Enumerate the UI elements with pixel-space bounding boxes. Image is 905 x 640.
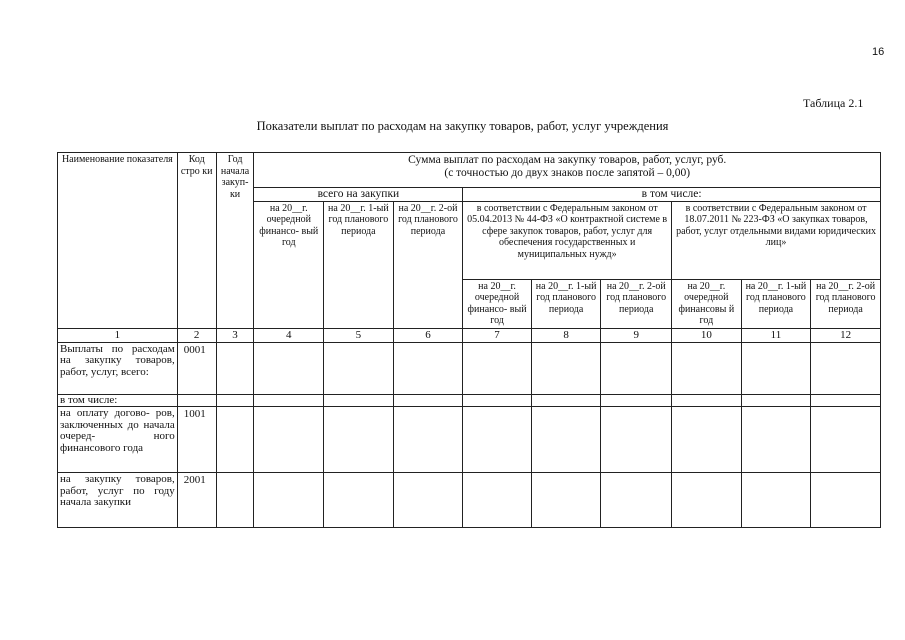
row-code: 1001 — [177, 407, 216, 473]
column-number: 2 — [177, 328, 216, 342]
table-row — [58, 394, 881, 407]
column-number: 10 — [672, 328, 742, 342]
table-cell[interactable] — [601, 407, 672, 473]
table-cell[interactable] — [216, 342, 254, 394]
header-code: Код стро ки — [177, 153, 216, 329]
column-number: 12 — [811, 328, 881, 342]
header-total: всего на закупки — [254, 188, 463, 202]
table-cell[interactable] — [531, 394, 601, 407]
table-cell[interactable] — [811, 473, 881, 528]
table-cell[interactable] — [393, 342, 463, 394]
table-cell[interactable] — [672, 473, 742, 528]
column-number: 7 — [463, 328, 532, 342]
column-number: 4 — [254, 328, 324, 342]
table-cell[interactable] — [741, 473, 811, 528]
table-cell[interactable] — [254, 473, 324, 528]
header-including: в том числе: — [463, 188, 881, 202]
row-name: Выплаты по расходам на закупку товаров, работ, услуг, всего: — [58, 342, 178, 394]
table-cell[interactable] — [672, 394, 742, 407]
row-code: 2001 — [177, 473, 216, 528]
page-number: 16 — [872, 46, 885, 58]
column-number: 3 — [216, 328, 254, 342]
table-cell[interactable] — [601, 394, 672, 407]
table-cell[interactable] — [463, 407, 532, 473]
header-year: Год начала закуп- ки — [216, 153, 254, 329]
header-total-period-3: на 20__г. 2-ой год планового периода — [393, 201, 463, 328]
payments-table — [57, 152, 881, 528]
table-cell[interactable] — [672, 342, 742, 394]
table-cell[interactable] — [216, 407, 254, 473]
header-44-period-2: на 20__г. 1-ый год планового периода — [531, 279, 601, 328]
table-row — [58, 407, 881, 473]
table-cell[interactable] — [741, 407, 811, 473]
table-cell[interactable] — [601, 473, 672, 528]
table-cell[interactable] — [463, 394, 532, 407]
header-sum-title: Сумма выплат по расходам на закупку товаров, работ, услуг, руб. — [408, 154, 727, 166]
document-title: Показатели выплат по расходам на закупку товаров, работ, услуг учреждения — [256, 119, 669, 133]
table-cell[interactable] — [531, 342, 601, 394]
row-name: на закупку товаров, работ, услуг по году начала закупки — [58, 473, 178, 528]
table-row — [58, 473, 881, 528]
row-name: в том числе: — [58, 394, 178, 407]
table-cell[interactable] — [254, 394, 324, 407]
table-cell[interactable] — [324, 407, 394, 473]
table-cell[interactable] — [324, 473, 394, 528]
table-row — [58, 342, 881, 394]
table-cell[interactable] — [672, 407, 742, 473]
table-cell[interactable] — [216, 394, 254, 407]
column-number: 9 — [601, 328, 672, 342]
header-223-period-2: на 20__г. 1-ый год планового периода — [741, 279, 811, 328]
table-cell[interactable] — [324, 342, 394, 394]
column-number: 6 — [393, 328, 463, 342]
header-name: Наименование показателя — [58, 153, 178, 329]
table-cell[interactable] — [601, 342, 672, 394]
header-44-period-3: на 20__г. 2-ой год планового периода — [601, 279, 672, 328]
table-cell[interactable] — [393, 394, 463, 407]
table-cell[interactable] — [463, 342, 532, 394]
header-223-period-3: на 20__г. 2-ой год планового периода — [811, 279, 881, 328]
header-law-223: в соответствии с Федеральным законом от 18.07.2011 № 223-ФЗ «О закупках товаров, работ, услуг отдельными видами юридических лиц» — [672, 201, 881, 279]
header-total-period-1: на 20__г. очередной финансо- вый год — [254, 201, 324, 328]
column-number: 8 — [531, 328, 601, 342]
table-cell[interactable] — [811, 342, 881, 394]
column-number: 1 — [58, 328, 178, 342]
table-cell[interactable] — [463, 473, 532, 528]
row-name: на оплату догово- ров, заключенных до начала очеред- ного финансового года — [58, 407, 178, 473]
row-code — [177, 394, 216, 407]
header-total-period-2: на 20__г. 1-ый год планового периода — [324, 201, 394, 328]
table-cell[interactable] — [254, 342, 324, 394]
table-label: Таблица 2.1 — [803, 96, 864, 110]
table-cell[interactable] — [811, 394, 881, 407]
table-cell[interactable] — [741, 394, 811, 407]
table-cell[interactable] — [741, 342, 811, 394]
column-number: 5 — [324, 328, 394, 342]
header-sum — [254, 153, 881, 188]
table-cell[interactable] — [531, 473, 601, 528]
table-cell[interactable] — [216, 473, 254, 528]
header-law-44: в соответствии с Федеральным законом от 05.04.2013 № 44-ФЗ «О контрактной системе в сфере закупок товаров, работ, услуг для обеспечения государственных и муниципальных нужд» — [463, 201, 672, 279]
header-sum-subtitle: (с точностью до двух знаков после запятой – 0,00) — [444, 166, 691, 179]
table-cell[interactable] — [393, 407, 463, 473]
column-number: 11 — [741, 328, 811, 342]
table-cell[interactable] — [254, 407, 324, 473]
table-cell[interactable] — [324, 394, 394, 407]
row-code: 0001 — [177, 342, 216, 394]
table-cell[interactable] — [531, 407, 601, 473]
table-cell[interactable] — [393, 473, 463, 528]
header-44-period-1: на 20__г. очередной финансо- вый год — [463, 279, 532, 328]
table-cell[interactable] — [811, 407, 881, 473]
column-number-row — [58, 328, 881, 342]
header-223-period-1: на 20__г. очередной финансовы й год — [672, 279, 742, 328]
